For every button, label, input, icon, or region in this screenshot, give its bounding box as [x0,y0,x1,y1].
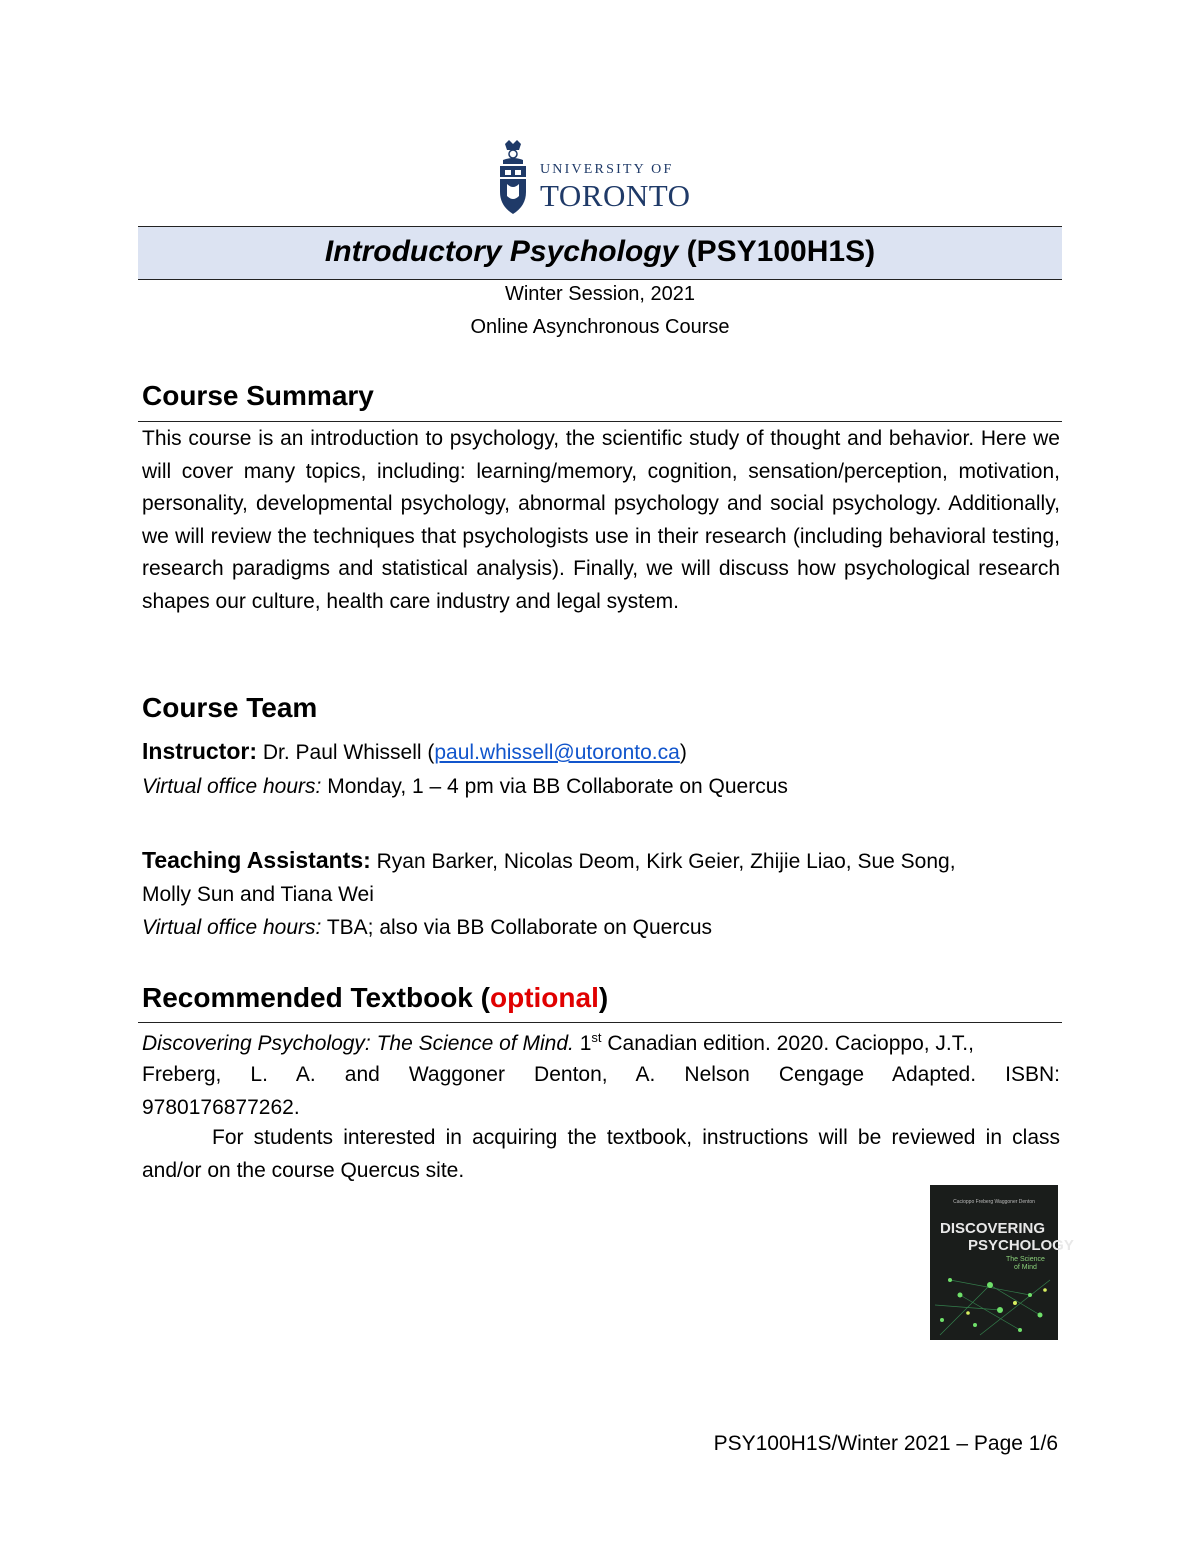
citation-edition: 1 [573,1032,592,1055]
cover-subtitle-1: The Science [1006,1256,1045,1263]
page-title [138,235,1062,269]
instructor-line [142,738,687,765]
cover-title-1: DISCOVERING [940,1220,1046,1237]
session-line: Winter Session, 2021 [504,283,696,305]
optional-tag: optional [489,982,599,1013]
instructor-hours-label: Virtual office hours: [142,775,322,798]
course-summary-heading: Course Summary [142,380,374,411]
textbook-heading-close: ) [598,982,609,1013]
textbook-heading-text: Recommended Textbook ( [142,982,490,1013]
instructor-hours-line [142,775,788,799]
cover-subtitle-2: of Mind [1014,1264,1037,1271]
course-summary-text: This course is an introduction to psychology, the scientific study of thought and behavior. Here we will cover many topics, including: learning/memory, cognition, sensation/perception, motivation, personality, developmental psychology, abnormal psychology and social psychology. Additionally, we will review the techniques that psychologists use in their research (including behavioral testing, research paradigms and statistical analysis). Finally, we will discuss how psychological research shapes our culture, health care industry and legal system. [142,427,1060,613]
instructor-email-link[interactable]: paul.whissell@utoronto.ca [434,741,680,764]
course-name: Introductory Psychology [324,235,679,268]
ta-hours-label: Virtual office hours: [142,916,322,939]
citation-line-2: Freberg, L. A. and Waggoner Denton, A. Nelson Cengage Adapted. ISBN: [142,1063,1060,1086]
citation-rest: Canadian edition. 2020. Cacioppo, J.T., [601,1032,974,1055]
citation-title: Discovering Psychology: The Science of Mind. [142,1032,574,1055]
course-code: (PSY100H1S) [678,235,876,268]
textbook-heading [142,982,608,1014]
crest-icon [497,140,529,218]
ta-names: Ryan Barker, Nicolas Deom, Kirk Geier, Zhijie Liao, Sue Song, [370,850,956,873]
ta-label: Teaching Assistants: [142,847,371,873]
instructor-paren: ) [679,741,687,764]
cover-authors: Cacioppo Freberg Waggoner Denton [953,1199,1035,1205]
page-footer: PSY100H1S/Winter 2021 – Page 1/6 [713,1432,1058,1455]
ta-hours-line [142,916,712,940]
instructor-name: Dr. Paul Whissell ( [257,741,435,764]
summary-divider [138,421,1062,422]
textbook-note: For students interested in acquiring the textbook, instructions will be reviewed in class and/or on the course Quercus site. [142,1126,1060,1182]
logo-line-2: TORONTO [540,178,691,213]
citation-line-3: 9780176877262. [142,1096,300,1119]
ta-hours-value: TBA; also via BB Collaborate on Quercus [321,916,713,939]
instructor-hours-value: Monday, 1 – 4 pm via BB Collaborate on Quercus [321,775,788,798]
instructor-label: Instructor: [142,738,257,764]
textbook-cover-art [930,1185,1074,1340]
title-band [138,226,1062,280]
ta-line [142,847,956,874]
textbook-cover-image [930,1185,1074,1340]
cover-title-2: PSYCHOLOGY [968,1237,1074,1254]
textbook-divider [138,1022,1062,1023]
course-team-heading: Course Team [142,692,318,723]
university-logo [497,140,707,220]
citation-line-1 [142,1030,1060,1056]
citation-edition-sup: st [591,1030,602,1045]
ta-names-continued: Molly Sun and Tiana Wei [142,883,374,906]
logo-line-1: UNIVERSITY OF [540,162,674,177]
mode-line: Online Asynchronous Course [470,316,730,338]
